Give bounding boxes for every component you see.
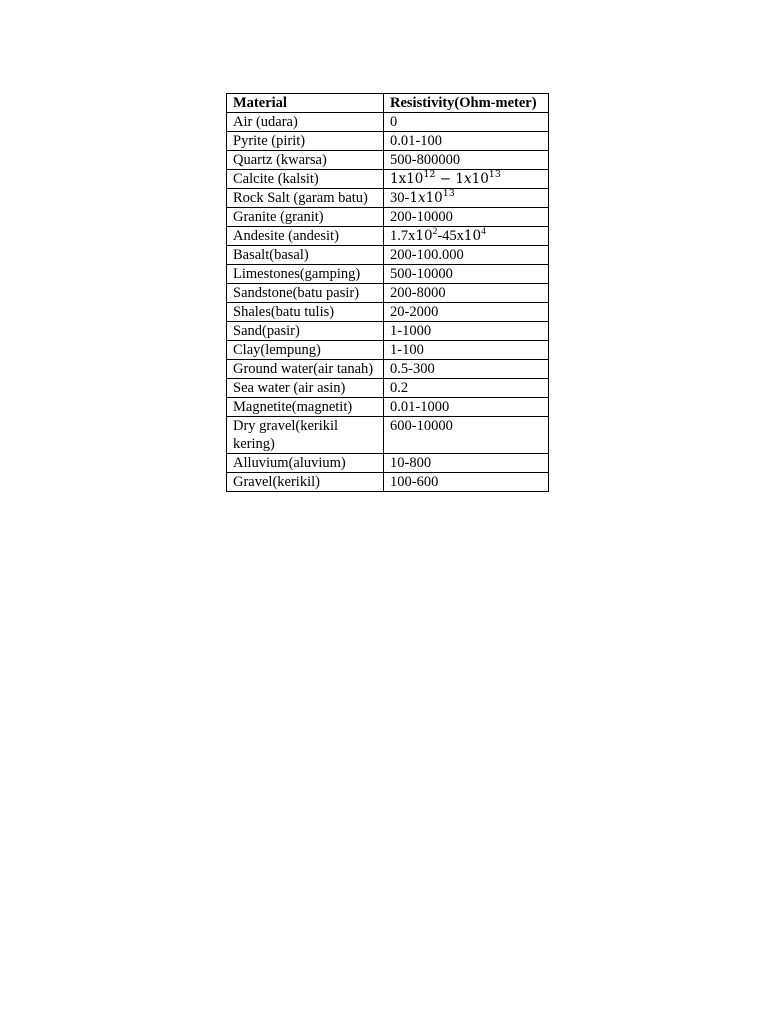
table-row <box>227 151 549 170</box>
resistivity-cell: 0.01-1000 <box>384 398 549 417</box>
material-cell: Granite (granit) <box>227 208 384 227</box>
material-cell: Pyrite (pirit) <box>227 132 384 151</box>
resistivity-cell: 0.5-300 <box>384 360 549 379</box>
resistivity-cell: 200-8000 <box>384 284 549 303</box>
table-row <box>227 113 549 132</box>
table-row <box>227 454 549 473</box>
table-header-row <box>227 94 549 113</box>
table-row <box>227 360 549 379</box>
table-row <box>227 227 549 246</box>
resistivity-cell: 200-100.000 <box>384 246 549 265</box>
resistivity-cell: $1x10^{12} - 1x10^{13}$ <box>384 170 549 189</box>
material-cell: Alluvium(aluvium) <box>227 454 384 473</box>
material-cell: Sandstone(batu pasir) <box>227 284 384 303</box>
material-cell: Andesite (andesit) <box>227 227 384 246</box>
resistivity-cell: 0 <box>384 113 549 132</box>
header-resistivity: Resistivity(Ohm-meter) <box>384 94 549 113</box>
resistivity-cell: 500-800000 <box>384 151 549 170</box>
table-row <box>227 322 549 341</box>
material-cell: Quartz (kwarsa) <box>227 151 384 170</box>
table-row <box>227 473 549 492</box>
resistivity-cell: 20-2000 <box>384 303 549 322</box>
resistivity-cell: 200-10000 <box>384 208 549 227</box>
material-cell: Ground water(air tanah) <box>227 360 384 379</box>
resistivity-cell: 500-10000 <box>384 265 549 284</box>
resistivity-cell: 600-10000 <box>384 417 549 454</box>
table-row <box>227 189 549 208</box>
material-cell: Dry gravel(kerikil kering) <box>227 417 384 454</box>
table-row <box>227 284 549 303</box>
resistivity-cell: $30-1x10^{13}$ <box>384 189 549 208</box>
resistivity-cell: 0.01-100 <box>384 132 549 151</box>
material-cell: Shales(batu tulis) <box>227 303 384 322</box>
material-cell: Magnetite(magnetit) <box>227 398 384 417</box>
resistivity-cell: 0.2 <box>384 379 549 398</box>
table-row <box>227 303 549 322</box>
material-cell: Sand(pasir) <box>227 322 384 341</box>
resistivity-cell: $1.7x10^2-45x10^4$ <box>384 227 549 246</box>
material-cell: Limestones(gamping) <box>227 265 384 284</box>
material-cell: Rock Salt (garam batu) <box>227 189 384 208</box>
resistivity-cell: 1-1000 <box>384 322 549 341</box>
table-row <box>227 208 549 227</box>
material-cell: Clay(lempung) <box>227 341 384 360</box>
resistivity-table <box>226 93 549 492</box>
table-row <box>227 132 549 151</box>
table-row <box>227 379 549 398</box>
material-cell: Calcite (kalsit) <box>227 170 384 189</box>
resistivity-cell: 10-800 <box>384 454 549 473</box>
material-cell: Gravel(kerikil) <box>227 473 384 492</box>
table-row <box>227 246 549 265</box>
table-row <box>227 417 549 454</box>
resistivity-cell: 100-600 <box>384 473 549 492</box>
resistivity-cell: 1-100 <box>384 341 549 360</box>
material-cell: Sea water (air asin) <box>227 379 384 398</box>
table-row <box>227 170 549 189</box>
material-cell: Air (udara) <box>227 113 384 132</box>
table-row <box>227 265 549 284</box>
table-row <box>227 398 549 417</box>
material-cell: Basalt(basal) <box>227 246 384 265</box>
table-row <box>227 341 549 360</box>
header-material: Material <box>227 94 384 113</box>
